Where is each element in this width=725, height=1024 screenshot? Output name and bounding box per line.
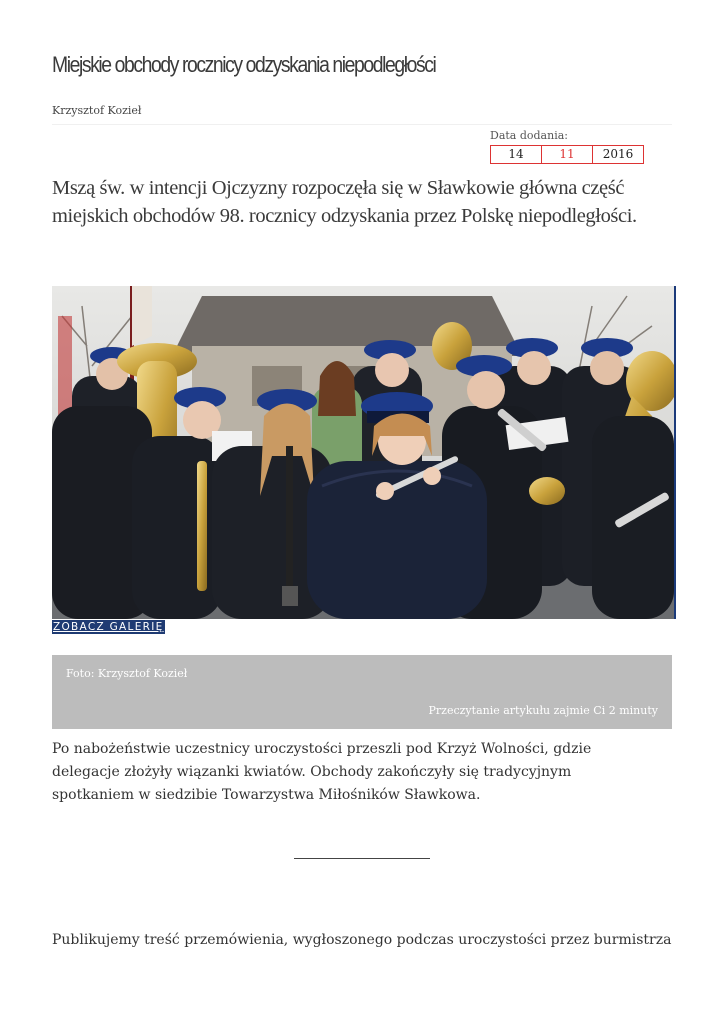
header-divider	[52, 124, 672, 125]
photo-credit: Foto: Krzysztof Kozieł	[66, 667, 188, 680]
article-paragraph: Publikujemy treść przemówienia, wygłoszonego podczas uroczystości przez burmistrza	[52, 932, 672, 948]
read-time: Przeczytanie artykułu zajmie Ci 2 minuty	[428, 704, 658, 717]
date-label: Data dodania:	[490, 129, 568, 142]
section-divider	[294, 858, 430, 859]
article-author: Krzysztof Kozieł	[52, 104, 142, 117]
date-year: 2016	[592, 145, 644, 164]
photo-caption-box	[52, 655, 672, 729]
brass-band-photo	[52, 286, 674, 619]
date-month: 11	[541, 145, 592, 164]
article-paragraph: Po nabożeństwie uczestnicy uroczystości przeszli pod Krzyż Wolności, gdzie delegacje złożyły wiązanki kwiatów. Obchody zakończyły się tradycyjnym spotkaniem w siedzibie Towarzystwa Miłośników Sławkowa.	[52, 741, 592, 803]
article-photo[interactable]	[52, 286, 676, 619]
article-title: Miejskie obchody rocznicy odzyskania niepodległości	[52, 52, 436, 77]
date-display	[490, 145, 644, 164]
view-gallery-link[interactable]: ZOBACZ GALERIĘ	[53, 621, 164, 633]
date-day: 14	[490, 145, 541, 164]
article-lead: Mszą św. w intencji Ojczyzny rozpoczęła się w Sławkowie główna część miejskich obchodów 98. rocznicy odzyskania przez Polskę niepodległości.	[52, 177, 637, 227]
